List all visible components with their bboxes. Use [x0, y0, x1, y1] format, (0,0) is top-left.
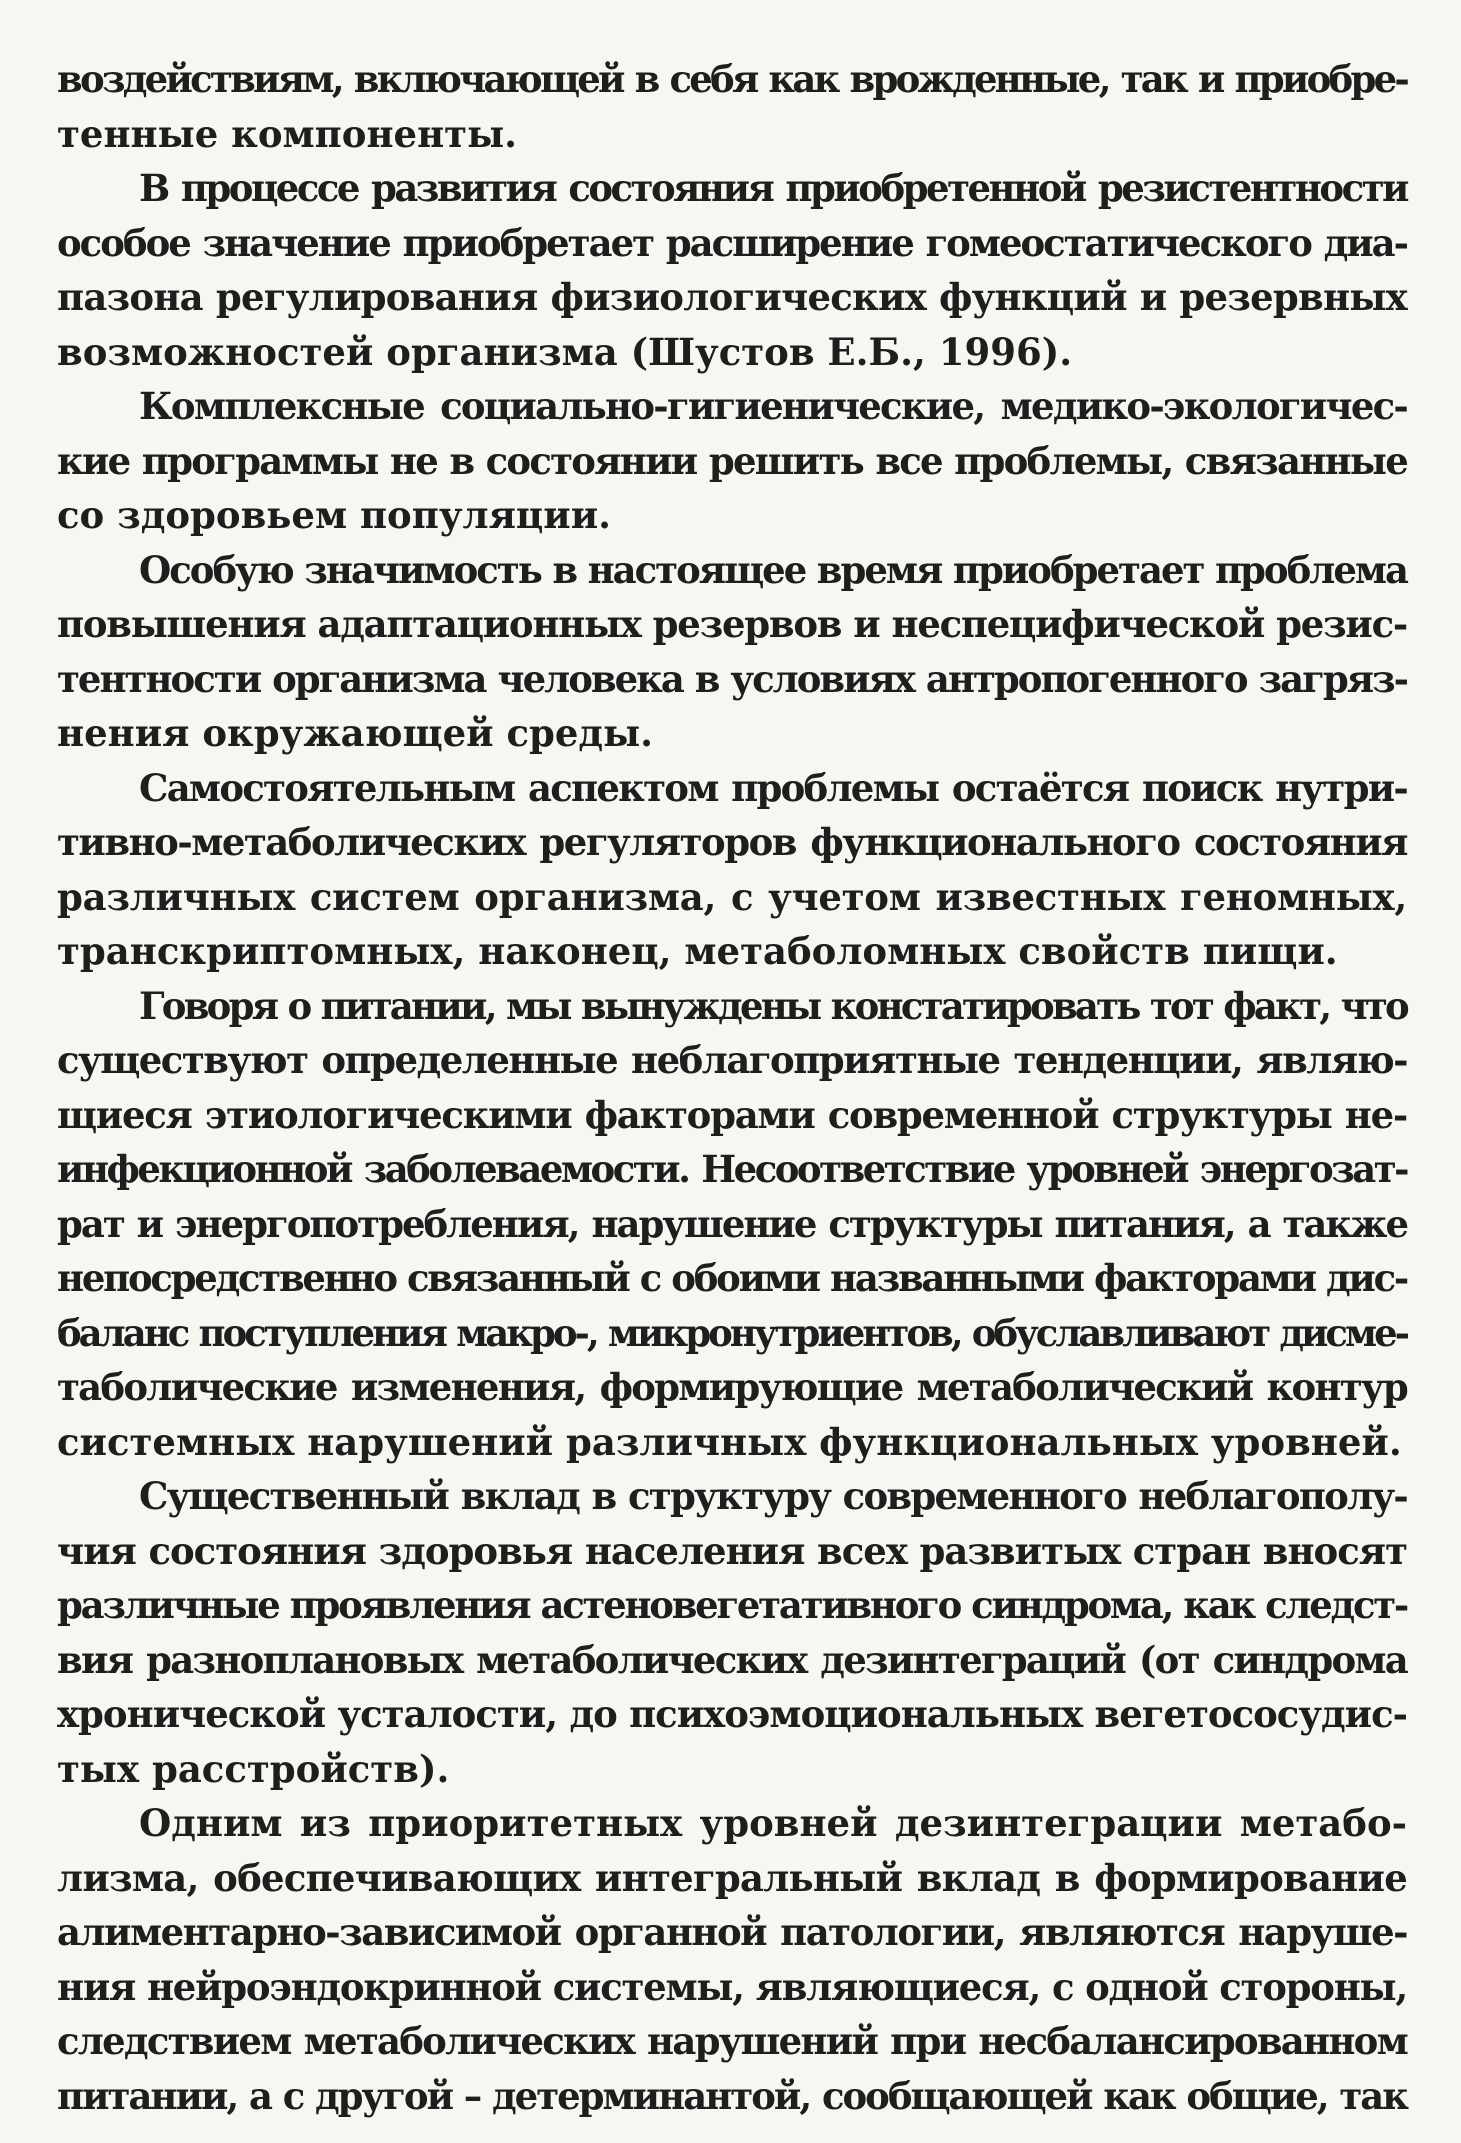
- text-line: баланс поступления макро-, микронутриентов, обуславливают дисме-: [57, 1310, 1407, 1355]
- text-line: питании, а с другой – детерминантой, сообщающей как общие, так: [57, 2073, 1407, 2118]
- text-line: транскриптомных, наконец, метаболомных свойств пищи.: [57, 929, 1338, 973]
- text-line: Одним из приоритетных уровней дезинтеграции метабо-: [139, 1801, 1407, 1845]
- text-line: таболические изменения, формирующие метаболический контур: [57, 1365, 1407, 1409]
- text-line: существуют определенные неблагоприятные тенденции, являю-: [57, 1038, 1407, 1082]
- text-line: Самостоятельным аспектом проблемы остаётся поиск нутри-: [139, 765, 1407, 810]
- text-line: Существенный вклад в структуру современного неблагополу-: [139, 1474, 1407, 1518]
- text-line: лизма, обеспечивающих интегральный вклад в формирование: [57, 1855, 1407, 1900]
- text-line: Говоря о питании, мы вынуждены констатировать тот факт, что: [139, 983, 1407, 1028]
- text-line: со здоровьем популяции.: [57, 493, 612, 537]
- text-line: тых расстройств).: [57, 1746, 450, 1791]
- text-line: хронической усталости, до психоэмоциональных вегетососудис-: [57, 1692, 1407, 1736]
- text-line: Комплексные социально-гигиенические, медико-экологичес-: [139, 384, 1407, 428]
- text-line: различные проявления астеновегетативного синдрома, как следст-: [57, 1583, 1407, 1627]
- text-line: возможностей организма (Шустов Е.Б., 1996).: [57, 329, 1073, 374]
- text-line: тенные компоненты.: [57, 111, 518, 156]
- text-line: тентности организма человека в условиях антропогенного загряз-: [57, 656, 1407, 701]
- text-line: тивно-метаболических регуляторов функционального состояния: [57, 820, 1407, 864]
- paragraph: [57, 1796, 1407, 2123]
- text-line: повышения адаптационных резервов и неспецифической резис-: [57, 602, 1407, 646]
- paragraph: [57, 543, 1407, 761]
- text-line: чия состояния здоровья населения всех развитых стран вносят: [57, 1528, 1407, 1573]
- paragraph: [57, 379, 1407, 543]
- text-line: щиеся этиологическими факторами современной структуры не-: [57, 1092, 1407, 1137]
- text-line: следствием метаболических нарушений при несбалансированном: [57, 2019, 1407, 2063]
- text-line: различных систем организма, с учетом известных геномных,: [57, 874, 1407, 919]
- text-line: вия разноплановых метаболических дезинтеграций (от синдрома: [57, 1637, 1407, 1682]
- text-line: нения окружающей среды.: [57, 711, 654, 755]
- paragraph: [57, 761, 1407, 979]
- text-line: В процессе развития состояния приобретенной резистентности: [139, 166, 1407, 210]
- text-line: пазона регулирования физиологических функций и резервных: [57, 275, 1407, 319]
- paragraph: [57, 979, 1407, 1470]
- text-line: инфекционной заболеваемости. Несоответствие уровней энергозат-: [57, 1147, 1407, 1191]
- text-line: ния нейроэндокринной системы, являющиеся, с одной стороны,: [57, 1964, 1407, 2009]
- text-line: непосредственно связанный с обоими названными факторами дис-: [57, 1256, 1407, 1300]
- text-line: алиментарно-зависимой органной патологии, являются наруше-: [57, 1910, 1407, 1954]
- text-line: Особую значимость в настоящее время приобретает проблема: [139, 547, 1407, 592]
- paragraph: [57, 161, 1407, 379]
- text-line: кие программы не в состоянии решить все проблемы, связанные: [57, 438, 1407, 483]
- body-text: [57, 52, 1407, 2123]
- text-line: воздействиям, включающей в себя как врожденные, так и приобре-: [57, 57, 1407, 101]
- paragraph: [57, 1469, 1407, 1796]
- text-line: системных нарушений различных функциональных уровней.: [57, 1419, 1402, 1464]
- text-line: рат и энергопотребления, нарушение структуры питания, а также: [57, 1201, 1407, 1246]
- paragraph: [57, 52, 1407, 161]
- text-line: особое значение приобретает расширение гомеостатического диа-: [57, 220, 1407, 265]
